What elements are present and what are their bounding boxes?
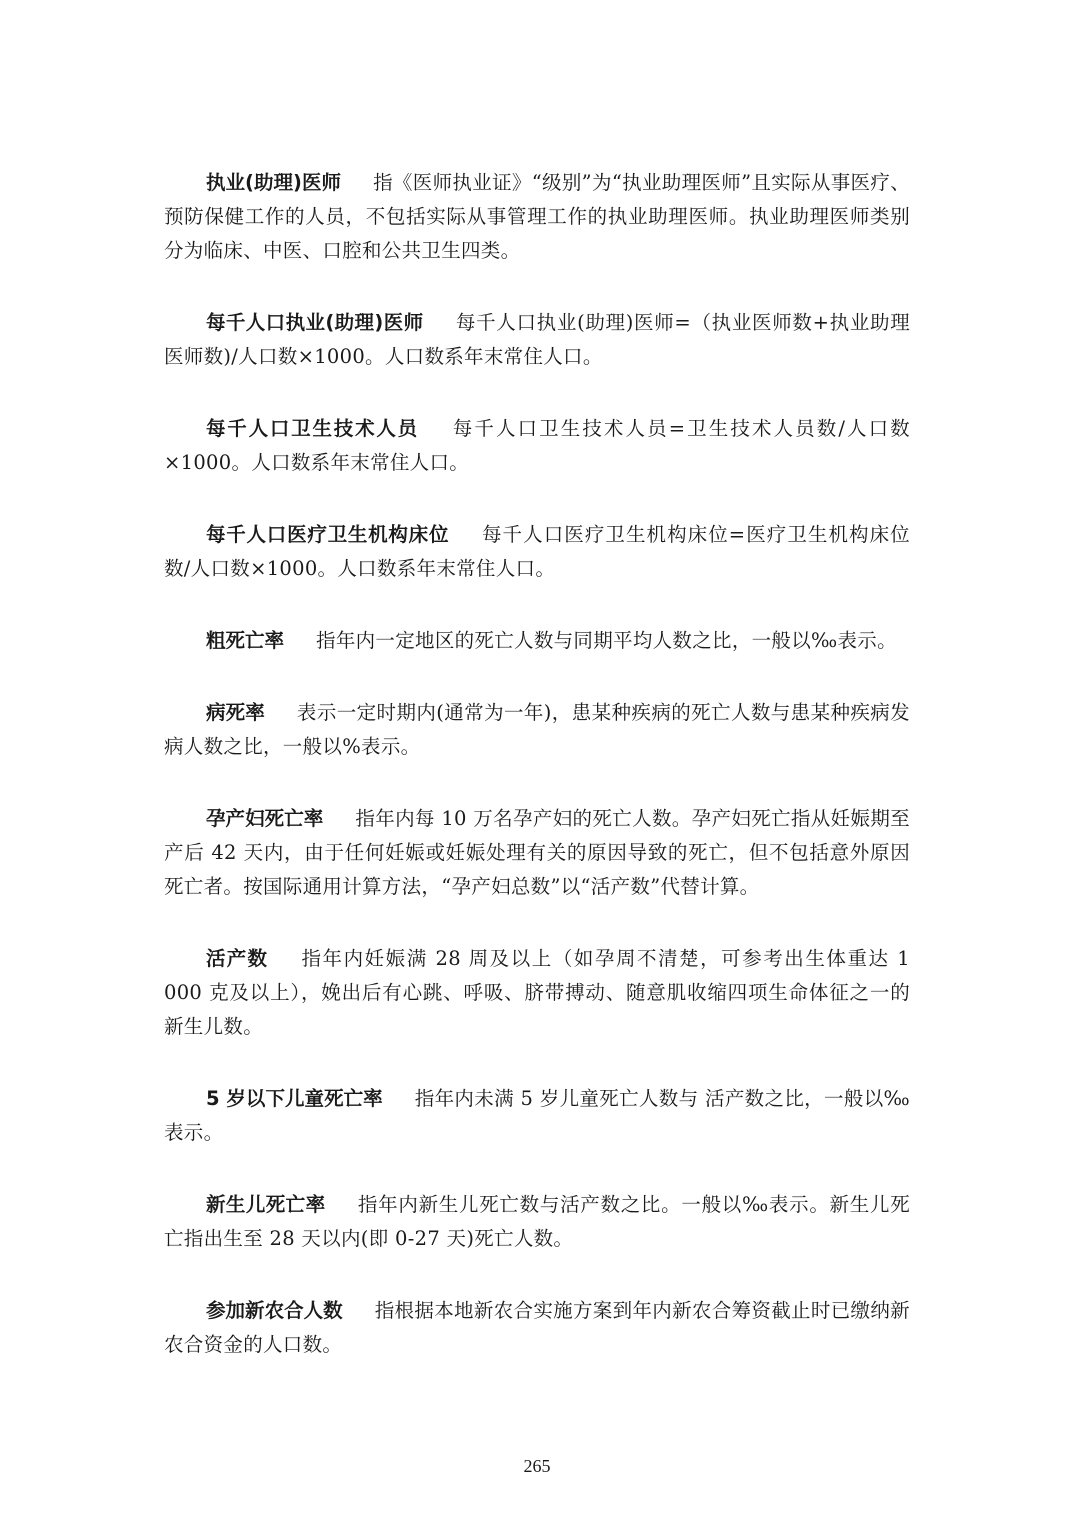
entry-term: 5 岁以下儿童死亡率 <box>206 1087 383 1110</box>
entry-definition: 指年内新生儿死亡数与活产数之比。一般以‰表示。新生儿死亡指出生至 28 天以内(即 0-27 天)死亡人数。 <box>164 1193 910 1250</box>
definition-entry-crude-death-rate <box>164 624 910 658</box>
definition-entry-live-births <box>164 942 910 1044</box>
page-number: 265 <box>523 1456 551 1476</box>
definition-entry-case-fatality-rate <box>164 696 910 764</box>
entry-term: 每千人口执业(助理)医师 <box>206 311 424 334</box>
definition-entry-maternal-mortality-rate <box>164 802 910 904</box>
definition-entry-beds-per-thousand <box>164 518 910 586</box>
definition-entry-health-technicians-per-thousand <box>164 412 910 480</box>
entry-definition: 指年内一定地区的死亡人数与同期平均人数之比，一般以‰表示。 <box>316 629 897 652</box>
definition-entry-licensed-assistant-physician <box>164 166 910 268</box>
entry-term: 病死率 <box>206 701 265 724</box>
entry-term: 新生儿死亡率 <box>206 1193 326 1216</box>
entry-term: 执业(助理)医师 <box>206 171 342 194</box>
entry-definition: 每千人口医疗卫生机构床位=医疗卫生机构床位数/人口数×1000。人口数系年末常住人口。 <box>164 523 910 580</box>
entry-term: 参加新农合人数 <box>206 1299 343 1322</box>
entry-term: 活产数 <box>206 947 269 970</box>
definition-entry-ncms-enrollees <box>164 1294 910 1362</box>
entry-definition: 指年内每 10 万名孕产妇的死亡人数。孕产妇死亡指从妊娠期至产后 42 天内，由于任何妊娠或妊娠处理有关的原因导致的死亡，但不包括意外原因死亡者。按国际通用计算方法，“孕产妇总数”以“活产数”代替计算。 <box>164 807 910 898</box>
entry-definition: 每千人口卫生技术人员=卫生技术人员数/人口数×1000。人口数系年末常住人口。 <box>164 417 910 474</box>
entry-term: 孕产妇死亡率 <box>206 807 324 830</box>
definition-entry-neonatal-mortality-rate <box>164 1188 910 1256</box>
entry-definition: 每千人口执业(助理)医师=（执业医师数+执业助理医师数)/人口数×1000。人口数系年末常住人口。 <box>164 311 911 368</box>
definition-entry-physicians-per-thousand <box>164 306 910 374</box>
entry-term: 粗死亡率 <box>206 629 285 652</box>
entry-definition: 指根据本地新农合实施方案到年内新农合筹资截止时已缴纳新农合资金的人口数。 <box>164 1299 910 1356</box>
entry-definition: 指年内妊娠满 28 周及以上（如孕周不清楚，可参考出生体重达 1 000 克及以上），娩出后有心跳、呼吸、脐带搏动、随意肌收缩四项生命体征之一的新生儿数。 <box>164 947 910 1038</box>
entry-term: 每千人口卫生技术人员 <box>206 417 419 440</box>
entry-definition: 表示一定时期内(通常为一年)，患某种疾病的死亡人数与患某种疾病发病人数之比，一般以%表示。 <box>164 701 910 758</box>
entry-term: 每千人口医疗卫生机构床位 <box>206 523 450 546</box>
entry-definition: 指年内未满 5 岁儿童死亡人数与 活产数之比，一般以‰表示。 <box>164 1087 910 1144</box>
entry-definition: 指《医师执业证》“级别”为“执业助理医师”且实际从事医疗、预防保健工作的人员，不包括实际从事管理工作的执业助理医师。执业助理医师类别分为临床、中医、口腔和公共卫生四类。 <box>164 171 910 262</box>
definition-entry-under-five-mortality-rate <box>164 1082 910 1150</box>
